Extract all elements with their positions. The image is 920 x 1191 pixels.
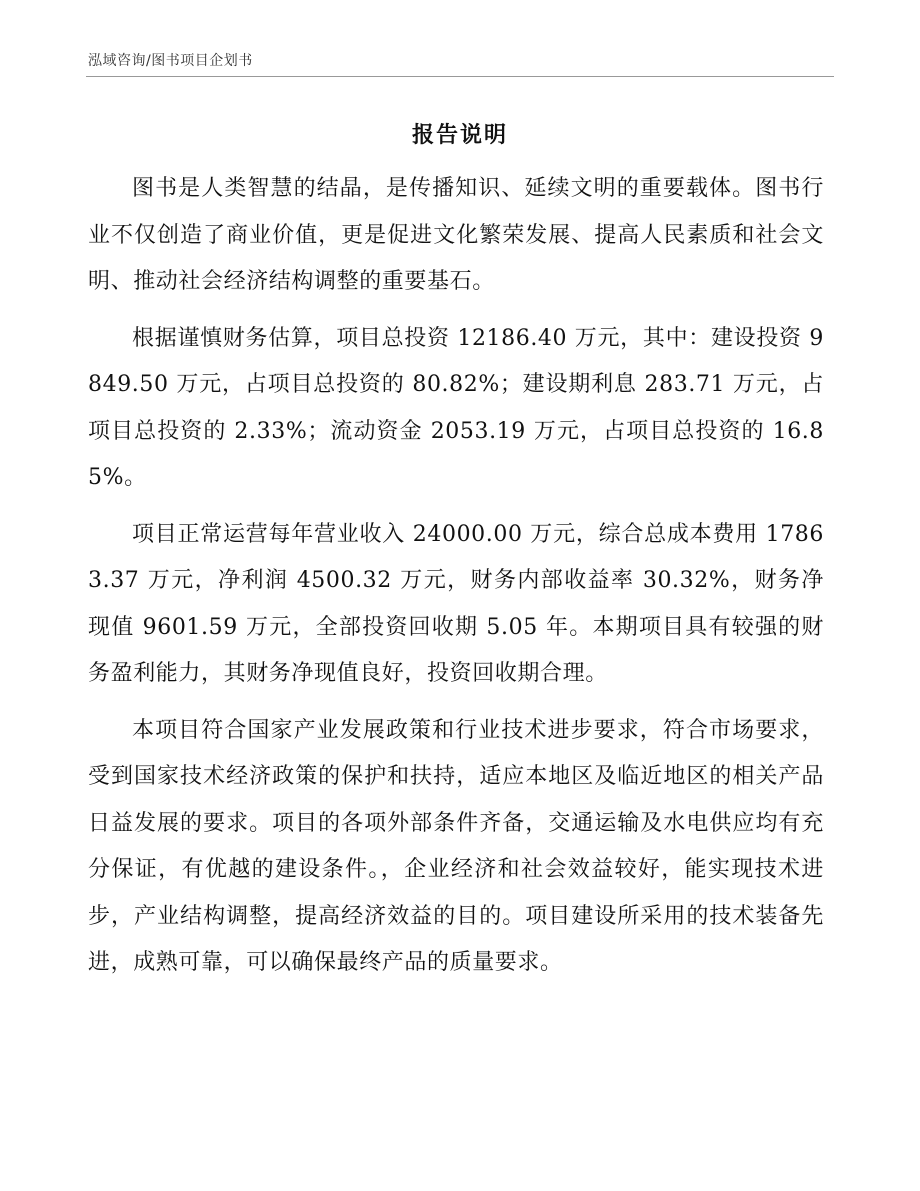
paragraph-conclusion: 本项目符合国家产业发展政策和行业技术进步要求，符合市场要求，受到国家技术经济政策的保护和扶持，适应本地区及临近地区的相关产品日益发展的要求。项目的各项外部条件齐备，交通运输及水电供应均有充分保证，有优越的建设条件。，企业经济和社会效益较好，能实现技术进步，产业结构调整，提高经济效益的目的。项目建设所采用的技术装备先进，成熟可靠，可以确保最终产品的质量要求。 [88, 717, 824, 975]
header-divider [86, 76, 834, 77]
paragraph-revenue: 项目正常运营每年营业收入 24000.00 万元，综合总成本费用 17863.37 万元，净利润 4500.32 万元，财务内部收益率 30.32%，财务净现值 9601.59 万元，全部投资回收期 5.05 年。本期项目具有较强的财务盈利能力，其财务净现值良好，投资回收期合理。 [88, 521, 824, 686]
running-header: 泓域咨询/图书项目企划书 [88, 53, 253, 69]
paragraph-investment: 根据谨慎财务估算，项目总投资 12186.40 万元，其中：建设投资 9849.50 万元，占项目总投资的 80.82%；建设期利息 283.71 万元，占项目总投资的 2.33%；流动资金 2053.19 万元，占项目总投资的 16.85%。 [88, 325, 824, 490]
paragraph-intro: 图书是人类智慧的结晶，是传播知识、延续文明的重要载体。图书行业不仅创造了商业价值，更是促进文化繁荣发展、提高人民素质和社会文明、推动社会经济结构调整的重要基石。 [88, 176, 824, 294]
document-title: 报告说明 [411, 123, 508, 148]
document-body [88, 166, 824, 997]
